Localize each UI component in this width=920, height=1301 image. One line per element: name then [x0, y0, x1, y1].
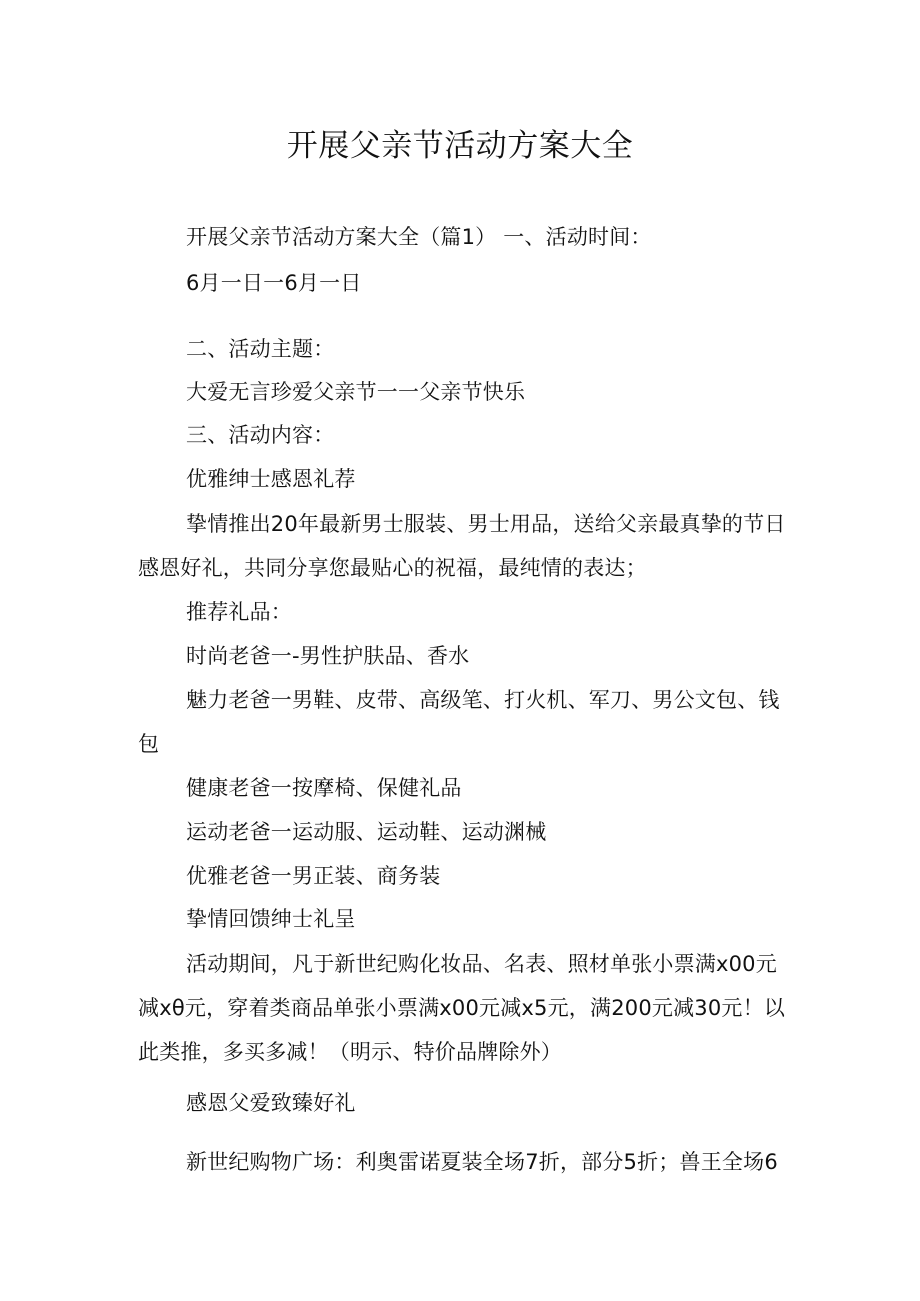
section-heading-content: 三、活动内容：: [186, 423, 335, 447]
paragraph-intro-time: 开展父亲节活动方案大全（篇1） 一、活动时间：: [186, 225, 652, 249]
paragraph-promo-line-2: 减xθ元，穿着类商品单张小票满x00元减x5元，满200元减30元！以: [138, 996, 786, 1020]
subheading-gentleman-feedback: 挚情回馈绅士礼呈: [186, 907, 356, 931]
paragraph-date-range: 6月一日一6月一日: [186, 271, 362, 295]
list-item-sport-dad: 运动老爸一运动服、运动鞋、运动渊械: [186, 820, 547, 844]
section-heading-theme: 二、活动主题：: [186, 337, 335, 361]
subheading-gift-recommend: 优雅绅士感恩礼荐: [186, 467, 356, 491]
list-item-elegant-dad: 优雅老爸一男正装、商务装: [186, 864, 441, 888]
list-item-charm-dad: 魅力老爸一男鞋、皮带、高级笔、打火机、军刀、男公文包、钱: [186, 688, 780, 712]
paragraph-theme: 大爱无言珍爱父亲节一一父亲节快乐: [186, 380, 526, 404]
subheading-fatherly-love-gift: 感恩父爱致臻好礼: [186, 1091, 356, 1115]
list-item-charm-dad-cont: 包: [138, 732, 160, 756]
paragraph-mall-offer: 新世纪购物广场：利奥雷诺夏装全场7折，部分5折；兽王全场6: [186, 1150, 778, 1174]
paragraph-offer-line-2: 感恩好礼，共同分享您最贴心的祝福，最纯情的表达；: [138, 556, 647, 580]
paragraph-promo-line-1: 活动期间，凡于新世纪购化妆品、名表、照材单张小票满x00元: [186, 952, 777, 976]
list-item-fashion-dad: 时尚老爸一-男性护肤品、香水: [186, 644, 470, 668]
subheading-recommended-gifts: 推荐礼品：: [186, 600, 292, 624]
document-title: 开展父亲节活动方案大全: [286, 128, 634, 164]
list-item-health-dad: 健康老爸一按摩椅、保健礼品: [186, 776, 462, 800]
paragraph-promo-line-3: 此类推，多买多减！（明示、特价品牌除外）: [138, 1040, 562, 1064]
paragraph-offer-line-1: 挚情推出20年最新男士服装、男士用品，送给父亲最真挚的节日: [186, 512, 786, 536]
